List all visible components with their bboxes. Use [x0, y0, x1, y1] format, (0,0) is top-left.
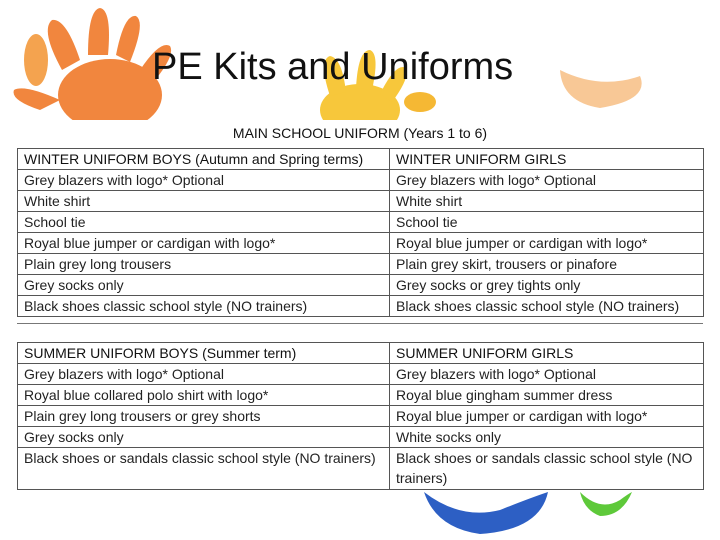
column-header-boys: WINTER UNIFORM BOYS (Autumn and Spring terms): [18, 149, 390, 170]
table-row: [18, 254, 704, 275]
table-divider: [17, 323, 703, 324]
table-cell: Grey socks only: [18, 275, 390, 296]
table-row: [18, 427, 704, 448]
table-cell: Grey socks or grey tights only: [390, 275, 704, 296]
table-cell: White shirt: [18, 191, 390, 212]
table-cell: Royal blue jumper or cardigan with logo*: [390, 233, 704, 254]
table-cell: Grey blazers with logo* Optional: [390, 364, 704, 385]
table-cell: Royal blue jumper or cardigan with logo*: [18, 233, 390, 254]
slide-title: PE Kits and Uniforms: [152, 46, 514, 88]
table-row: [18, 296, 704, 317]
table-row: [18, 385, 704, 406]
table-cell: White socks only: [390, 427, 704, 448]
table-cell: Plain grey long trousers: [18, 254, 390, 275]
table-cell: Grey blazers with logo* Optional: [18, 364, 390, 385]
table-header-row: [18, 149, 704, 170]
table-row: [18, 364, 704, 385]
document-heading: MAIN SCHOOL UNIFORM (Years 1 to 6): [232, 125, 488, 141]
winter-uniform-table: [17, 148, 704, 317]
pale-orange-paint-icon: [560, 70, 642, 108]
summer-uniform-table: [17, 342, 704, 490]
column-header-boys: SUMMER UNIFORM BOYS (Summer term): [18, 343, 390, 364]
table-cell: School tie: [390, 212, 704, 233]
table-cell: Black shoes classic school style (NO trainers): [390, 296, 704, 317]
table-cell: School tie: [18, 212, 390, 233]
table-cell: Grey blazers with logo* Optional: [18, 170, 390, 191]
uniform-document: [12, 120, 708, 492]
orange-handprint-icon: [14, 8, 172, 131]
table-cell: Royal blue collared polo shirt with logo*: [18, 385, 390, 406]
table-row: [18, 191, 704, 212]
table-row: [18, 212, 704, 233]
table-row: [18, 406, 704, 427]
table-row: [18, 448, 704, 490]
table-cell: Plain grey long trousers or grey shorts: [18, 406, 390, 427]
table-row: [18, 170, 704, 191]
green-handprint-icon: [580, 492, 632, 516]
table-cell: Grey blazers with logo* Optional: [390, 170, 704, 191]
table-cell: Black shoes or sandals classic school style (NO trainers): [390, 448, 704, 490]
table-row: [18, 233, 704, 254]
table-cell: Grey socks only: [18, 427, 390, 448]
table-cell: Plain grey skirt, trousers or pinafore: [390, 254, 704, 275]
table-cell: Black shoes or sandals classic school style (NO trainers): [18, 448, 390, 490]
blue-handprint-icon: [424, 492, 548, 534]
table-cell: Black shoes classic school style (NO trainers): [18, 296, 390, 317]
table-cell: White shirt: [390, 191, 704, 212]
column-header-girls: WINTER UNIFORM GIRLS: [390, 149, 704, 170]
table-row: [18, 275, 704, 296]
column-header-girls: SUMMER UNIFORM GIRLS: [390, 343, 704, 364]
table-header-row: [18, 343, 704, 364]
table-cell: Royal blue jumper or cardigan with logo*: [390, 406, 704, 427]
table-cell: Royal blue gingham summer dress: [390, 385, 704, 406]
